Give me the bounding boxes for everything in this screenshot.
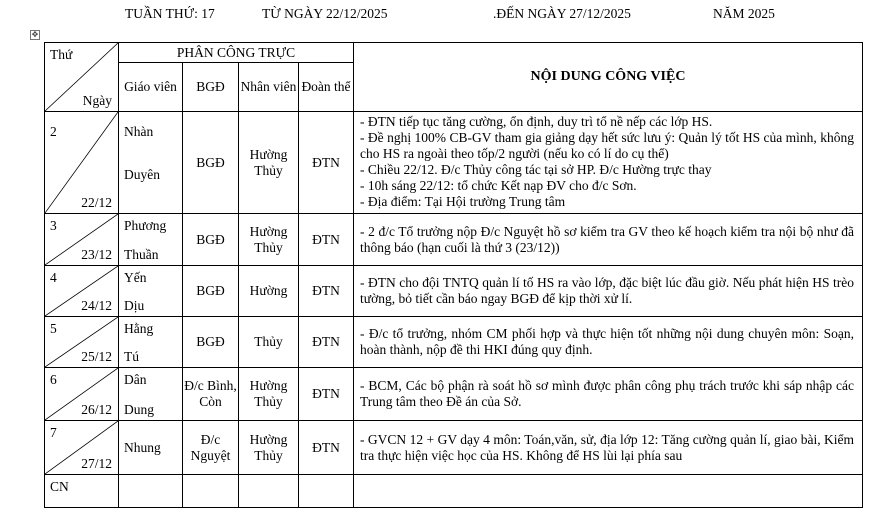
- day-cell: [45, 475, 119, 508]
- date-from: TỪ NGÀY 22/12/2025: [262, 6, 388, 21]
- teacher-cell: [119, 266, 183, 317]
- staff-name: Hường: [249, 431, 288, 447]
- teacher-name: Nhàn: [124, 124, 154, 139]
- teacher-name: Thuần: [124, 247, 159, 262]
- teacher-name: Hằng: [124, 321, 154, 336]
- union-cell: ĐTN: [299, 317, 354, 368]
- content-line: - 2 đ/c Tổ trưởng nộp Đ/c Nguyệt hồ sơ kiểm tra GV theo kế hoạch kiểm tra nội bộ như đã thông báo (hạn cuối là thứ 3 (23/12)): [360, 223, 854, 255]
- week-number: TUẦN THỨ: 17: [125, 6, 215, 21]
- staff-name: Thủy: [254, 162, 283, 178]
- staff-name: Hường: [249, 378, 288, 393]
- day-cell: [45, 317, 119, 368]
- teacher-name: Nhung: [124, 439, 161, 455]
- content-line: - Chiều 22/12. Đ/c Thủy công tác tại sở HP. Đ/c Hường trực thay: [360, 162, 712, 177]
- content-line: - Đề nghị 100% CB-GV tham gia giảng dạy hết sức lưu ý: Quản lý tốt HS của mình, không cho HS ra ngoài theo tốp/2 người (nếu ko có lí do cụ thể): [360, 130, 854, 161]
- table-row: [45, 475, 863, 508]
- content-cell[interactable]: [354, 112, 863, 214]
- header-nv: Nhân viên: [239, 63, 299, 112]
- bgd-cell: Đ/c Nguyệt: [183, 421, 239, 475]
- staff-name: Thủy: [254, 239, 283, 255]
- content-line: - Địa điểm: Tại Hội trường Trung tâm: [360, 194, 566, 209]
- union-cell: ĐTN: [299, 421, 354, 475]
- bgd-cell: BGĐ: [183, 317, 239, 368]
- day-number: 7: [50, 425, 57, 440]
- day-date: 23/12: [81, 247, 112, 262]
- day-date: 24/12: [81, 298, 112, 313]
- duty-schedule-table: [44, 42, 863, 508]
- table-row: [45, 266, 863, 317]
- day-number: 4: [50, 270, 57, 285]
- day-number: 3: [50, 218, 57, 233]
- date-to: .ĐẾN NGÀY 27/12/2025: [493, 6, 631, 21]
- day-number: 5: [50, 321, 57, 336]
- day-cell: [45, 214, 119, 266]
- bgd-cell: BGĐ: [183, 112, 239, 214]
- table-row: [45, 317, 863, 368]
- teacher-name: Phương: [124, 218, 167, 233]
- staff-name: Thủy: [254, 394, 283, 409]
- teacher-cell: [119, 317, 183, 368]
- day-date: 22/12: [81, 195, 112, 210]
- union-cell: ĐTN: [299, 266, 354, 317]
- header-thu-ngay: [45, 43, 119, 112]
- table-row: [45, 214, 863, 266]
- content-line: - 10h sáng 22/12: tổ chức Kết nạp ĐV cho đ/c Sơn.: [360, 178, 637, 193]
- header-phan-cong: PHÂN CÔNG TRỰC: [119, 43, 354, 63]
- content-cell[interactable]: [354, 266, 863, 317]
- table-row: [45, 112, 863, 214]
- content-line: - Đ/c tổ trưởng, nhóm CM phối hợp và thực hiện tốt những nội dung chuyên môn: Soạn, hoàn thành, nộp đề thi HKI đúng quy định.: [360, 326, 854, 357]
- day-cell: [45, 368, 119, 421]
- day-number: CN: [50, 479, 69, 494]
- teacher-name: Dung: [124, 402, 154, 417]
- content-cell[interactable]: [354, 368, 863, 421]
- day-date: 25/12: [81, 349, 112, 364]
- content-line: - BCM, Các bộ phận rà soát hồ sơ mình được phân công phụ trách trước khi sáp nhập các Trung tâm theo Đề án của Sở.: [360, 378, 854, 409]
- header-doan: Đoàn thể: [299, 63, 354, 112]
- table-move-handle-icon[interactable]: ✥: [31, 30, 39, 39]
- staff-cell: [239, 112, 299, 214]
- day-date: 26/12: [81, 402, 112, 417]
- staff-name: Thủy: [254, 447, 283, 463]
- teacher-name: Duyên: [124, 167, 160, 182]
- staff-name: Hường: [249, 223, 288, 239]
- table-row: [45, 368, 863, 421]
- teacher-cell: [119, 214, 183, 266]
- staff-cell: [239, 266, 299, 317]
- bgd-cell: BGĐ: [183, 214, 239, 266]
- teacher-name: Dịu: [124, 298, 145, 313]
- teacher-cell: [119, 112, 183, 214]
- content-cell[interactable]: [354, 317, 863, 368]
- table-row: [45, 421, 863, 475]
- teacher-name: Tú: [124, 349, 139, 364]
- year: NĂM 2025: [713, 6, 775, 21]
- union-cell: ĐTN: [299, 112, 354, 214]
- header-content: NỘI DUNG CÔNG VIỆC: [354, 43, 863, 112]
- day-number: 6: [50, 372, 57, 387]
- content-line: - ĐTN tiếp tục tăng cường, ổn định, duy trì tổ nề nếp các lớp HS.: [360, 114, 713, 129]
- bgd-cell: [183, 475, 239, 508]
- content-line: - GVCN 12 + GV dạy 4 môn: Toán,văn, sử, địa lớp 12: Tăng cường quản lí, giao bài, Kiểm tra thực hiện việc học của HS. Không để HS lùi lại phía sau: [360, 431, 854, 463]
- staff-name: Thủy: [254, 334, 283, 349]
- header-thu: Thứ: [50, 47, 73, 62]
- teacher-name: Yến: [124, 270, 147, 285]
- staff-cell: [239, 421, 299, 475]
- bgd-cell: BGĐ: [183, 266, 239, 317]
- teacher-cell: [119, 421, 183, 475]
- content-cell[interactable]: [354, 421, 863, 475]
- header-gv: Giáo viên: [119, 63, 183, 112]
- content-cell[interactable]: [354, 475, 863, 508]
- staff-cell: [239, 214, 299, 266]
- day-date: 27/12: [81, 456, 112, 471]
- staff-cell: [239, 368, 299, 421]
- teacher-cell: [119, 475, 183, 508]
- content-line: - ĐTN cho đội TNTQ quản lí tố HS ra vào lớp, đặc biệt lúc đầu giờ. Nếu phát hiện HS trèo tường, bỏ tiết cần báo ngay BGĐ để kịp thời xử lí.: [360, 275, 854, 306]
- staff-cell: [239, 317, 299, 368]
- teacher-cell: [119, 368, 183, 421]
- bgd-cell: Đ/c Bình, Còn: [183, 368, 239, 421]
- staff-name: Hường: [249, 283, 288, 298]
- day-cell: [45, 112, 119, 214]
- header-ngay: Ngày: [82, 93, 112, 108]
- day-cell: [45, 266, 119, 317]
- day-number: 2: [50, 124, 57, 139]
- staff-name: Hường: [249, 146, 288, 162]
- day-cell: [45, 421, 119, 475]
- union-cell: ĐTN: [299, 368, 354, 421]
- union-cell: ĐTN: [299, 214, 354, 266]
- header-bgd: BGĐ: [183, 63, 239, 112]
- staff-cell: [239, 475, 299, 508]
- content-cell[interactable]: [354, 214, 863, 266]
- union-cell: [299, 475, 354, 508]
- teacher-name: Dân: [124, 372, 147, 387]
